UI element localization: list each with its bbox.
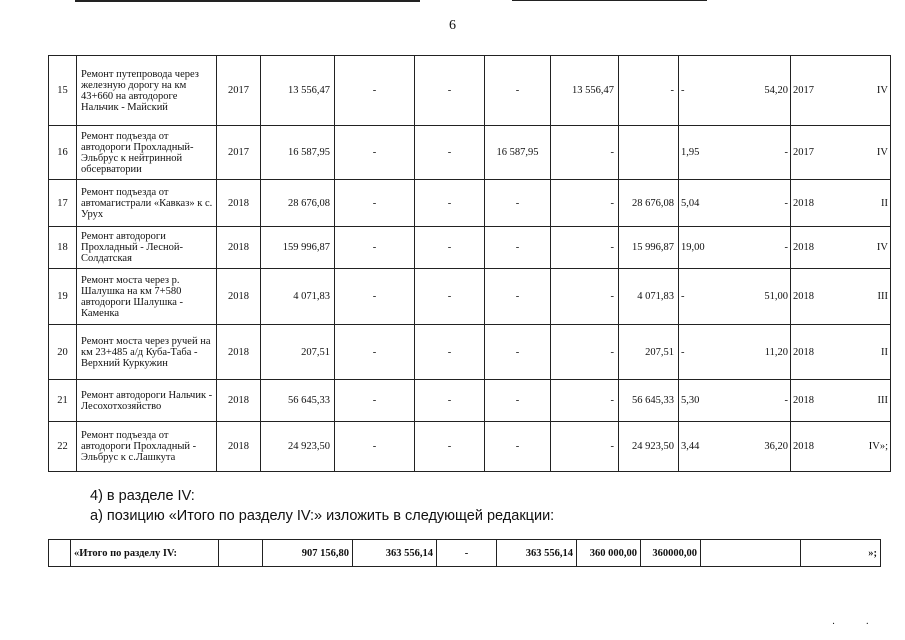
term-cell-left: 2018 [793, 395, 814, 406]
capacity-cell [679, 180, 791, 227]
term-cell [791, 56, 891, 126]
cost-cell [619, 126, 679, 180]
row-number: 19 [49, 269, 77, 325]
total-empty-cell [701, 540, 801, 567]
cost-cell: - [485, 180, 551, 227]
object-name: Ремонт автодороги Нальчик - Лесохотхозяйство [77, 380, 217, 422]
cost-cell: - [551, 422, 619, 472]
table-row [49, 380, 891, 422]
capacity-cell-left: - [681, 291, 685, 302]
capacity-cell [679, 422, 791, 472]
capacity-cell-left: 5,04 [681, 197, 700, 209]
capacity-cell-left: - [681, 346, 685, 358]
object-name: Ремонт моста через р. Шалушка на км 7+580 автодороги Шалушка - Каменка [77, 269, 217, 325]
term-cell [791, 227, 891, 269]
term-cell-right: IV [876, 242, 888, 253]
term-cell-left: 2018 [793, 441, 814, 452]
total-end: »; [801, 540, 881, 567]
cost-cell: - [415, 180, 485, 227]
year-cell: 2017 [217, 56, 261, 126]
capacity-cell [679, 56, 791, 126]
total-cost: 13 556,47 [261, 56, 335, 126]
year-cell: 2018 [217, 380, 261, 422]
cost-cell: 24 923,50 [619, 422, 679, 472]
cost-cell: - [551, 380, 619, 422]
cost-cell: 16 587,95 [485, 126, 551, 180]
capacity-cell-left: 5,30 [681, 395, 700, 406]
cost-cell: - [415, 325, 485, 380]
term-cell-left: 2018 [793, 197, 814, 209]
cost-cell: - [335, 325, 415, 380]
capacity-cell [679, 269, 791, 325]
term-cell [791, 126, 891, 180]
capacity-cell-right: - [784, 242, 788, 253]
cost-cell: - [485, 325, 551, 380]
cost-cell: - [551, 126, 619, 180]
term-cell-right: IV [876, 85, 888, 96]
roads-table [48, 55, 891, 472]
page-number: 6 [449, 18, 456, 33]
term-cell-right: II [881, 197, 888, 209]
cost-cell: - [415, 269, 485, 325]
total-empty-cell [49, 540, 71, 567]
cost-cell: - [551, 227, 619, 269]
cost-cell: - [335, 227, 415, 269]
year-cell: 2018 [217, 269, 261, 325]
capacity-cell-right: 51,00 [764, 291, 788, 302]
cost-cell: - [415, 227, 485, 269]
object-name: Ремонт подъезда от автодороги Прохладный-Эльбрус к нейтринной обсерватории [77, 126, 217, 180]
term-cell-right: III [877, 291, 888, 302]
total-cost: 159 996,87 [261, 227, 335, 269]
table-row [49, 180, 891, 227]
table-row [49, 422, 891, 472]
table-row [49, 269, 891, 325]
total-value: 363 556,14 [497, 540, 577, 567]
row-number: 18 [49, 227, 77, 269]
section-paragraph: 4) в разделе IV: [90, 488, 195, 504]
object-name: Ремонт автодороги Прохладный - Лесной-Солдатская [77, 227, 217, 269]
total-cost: 56 645,33 [261, 380, 335, 422]
capacity-cell-right: 11,20 [764, 346, 788, 358]
total-cost: 24 923,50 [261, 422, 335, 472]
term-cell-left: 2017 [793, 147, 814, 158]
cost-cell: 4 071,83 [619, 269, 679, 325]
cost-cell: 56 645,33 [619, 380, 679, 422]
cost-cell: - [335, 269, 415, 325]
row-number: 21 [49, 380, 77, 422]
total-cost: 207,51 [261, 325, 335, 380]
total-table [48, 539, 881, 567]
cost-cell: - [485, 227, 551, 269]
capacity-cell-right: 54,20 [764, 85, 788, 96]
cost-cell: - [335, 56, 415, 126]
term-cell [791, 380, 891, 422]
instruction-paragraph: а) позицию «Итого по разделу IV:» изложить в следующей редакции: [90, 508, 555, 524]
total-label: «Итого по разделу IV: [71, 540, 219, 567]
cost-cell: - [551, 269, 619, 325]
cost-cell: - [619, 56, 679, 126]
row-number: 15 [49, 56, 77, 126]
capacity-cell-left: 1,95 [681, 147, 700, 158]
capacity-cell [679, 325, 791, 380]
term-cell [791, 269, 891, 325]
term-cell-left: 2017 [793, 85, 814, 96]
capacity-cell-right: - [784, 197, 788, 209]
capacity-cell [679, 227, 791, 269]
capacity-cell-left: - [681, 85, 685, 96]
cost-cell: - [551, 325, 619, 380]
year-cell: 2018 [217, 422, 261, 472]
scan-marks: · · [831, 619, 883, 630]
cost-cell: 13 556,47 [551, 56, 619, 126]
total-value: 360000,00 [641, 540, 701, 567]
capacity-cell [679, 126, 791, 180]
capacity-cell-right: 36,20 [764, 441, 788, 452]
table-row [49, 56, 891, 126]
row-number: 16 [49, 126, 77, 180]
year-cell: 2017 [217, 126, 261, 180]
capacity-cell-left: 3,44 [681, 441, 700, 452]
table-row [49, 227, 891, 269]
term-cell-right: III [877, 395, 888, 406]
total-empty-cell [219, 540, 263, 567]
term-cell-right: II [881, 346, 888, 358]
cost-cell: - [415, 380, 485, 422]
table-row [49, 126, 891, 180]
cost-cell: 207,51 [619, 325, 679, 380]
cost-cell: - [485, 422, 551, 472]
year-cell: 2018 [217, 227, 261, 269]
cost-cell: - [415, 126, 485, 180]
term-cell-left: 2018 [793, 346, 814, 358]
term-cell-right: IV»; [868, 441, 888, 452]
total-value: 363 556,14 [353, 540, 437, 567]
cost-cell: - [485, 56, 551, 126]
object-name: Ремонт путепровода через железную дорогу на км 43+660 на автодороге Нальчик - Майский [77, 56, 217, 126]
total-cost: 28 676,08 [261, 180, 335, 227]
total-cost: 16 587,95 [261, 126, 335, 180]
total-value: 360 000,00 [577, 540, 641, 567]
cost-cell: - [335, 126, 415, 180]
top-rule-right [512, 0, 707, 1]
capacity-cell [679, 380, 791, 422]
object-name: Ремонт подъезда от автодороги Прохладный - Эльбрус к с.Лашкута [77, 422, 217, 472]
term-cell-left: 2018 [793, 242, 814, 253]
cost-cell: - [551, 180, 619, 227]
capacity-cell-left: 19,00 [681, 242, 705, 253]
table-row [49, 325, 891, 380]
term-cell [791, 180, 891, 227]
cost-cell: - [335, 380, 415, 422]
year-cell: 2018 [217, 325, 261, 380]
row-number: 22 [49, 422, 77, 472]
cost-cell: - [415, 56, 485, 126]
object-name: Ремонт подъезда от автомагистрали «Кавказ» к с. Урух [77, 180, 217, 227]
cost-cell: 28 676,08 [619, 180, 679, 227]
cost-cell: - [335, 180, 415, 227]
year-cell: 2018 [217, 180, 261, 227]
row-number: 20 [49, 325, 77, 380]
capacity-cell-right: - [784, 147, 788, 158]
cost-cell: - [335, 422, 415, 472]
term-cell [791, 325, 891, 380]
total-row [49, 540, 881, 567]
total-value: 907 156,80 [263, 540, 353, 567]
term-cell-right: IV [876, 147, 888, 158]
total-cost: 4 071,83 [261, 269, 335, 325]
cost-cell: - [485, 269, 551, 325]
cost-cell: 15 996,87 [619, 227, 679, 269]
cost-cell: - [415, 422, 485, 472]
top-rule-left [75, 0, 420, 2]
total-value: - [437, 540, 497, 567]
capacity-cell-right: - [784, 395, 788, 406]
term-cell [791, 422, 891, 472]
row-number: 17 [49, 180, 77, 227]
term-cell-left: 2018 [793, 291, 814, 302]
object-name: Ремонт моста через ручей на км 23+485 а/д Куба-Таба - Верхний Куркужин [77, 325, 217, 380]
cost-cell: - [485, 380, 551, 422]
